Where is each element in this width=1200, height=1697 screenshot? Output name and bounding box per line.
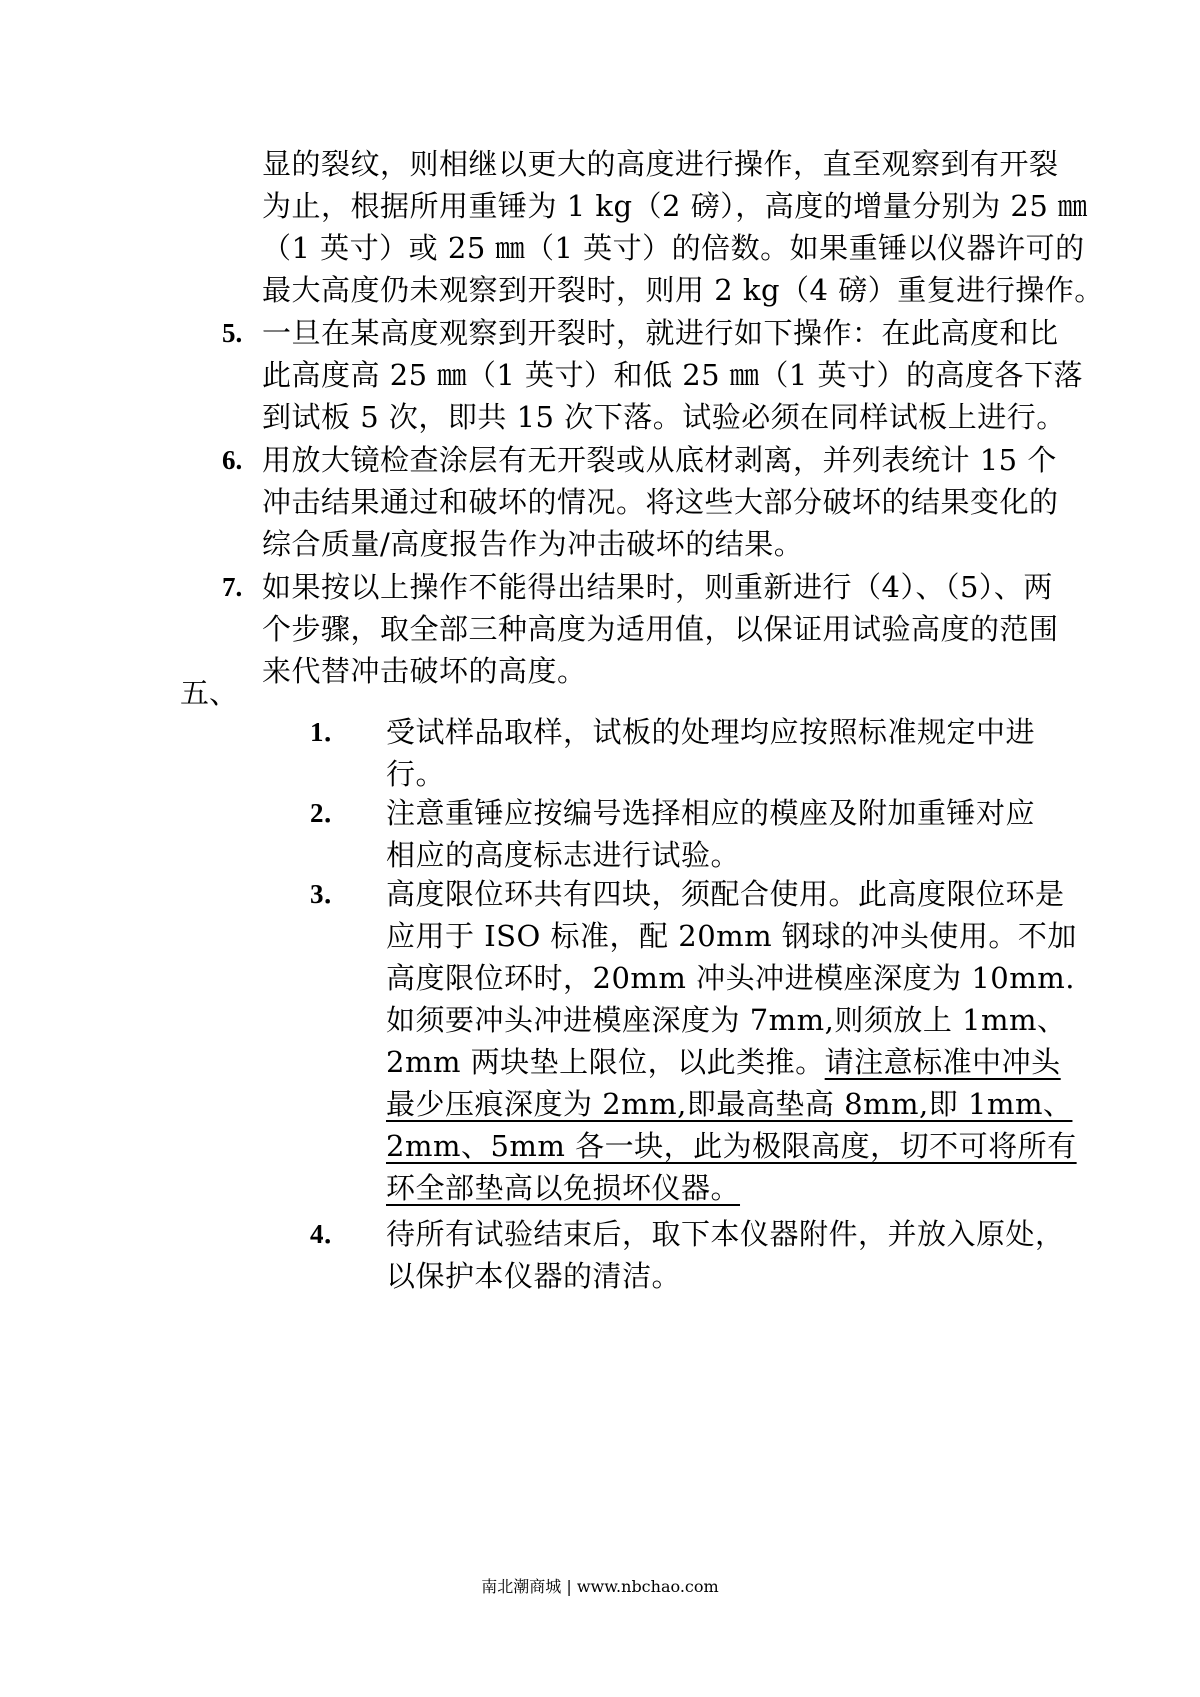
paragraph-line: 最大高度仍未观察到开裂时，则用 2 kg（4 磅）重复进行操作。 [262,273,1104,307]
note-line: 如须要冲头冲进模座深度为 7mm,则须放上 1mm、 [386,1003,1067,1037]
step-line: 到试板 5 次，即共 15 次下落。试验必须在同样试板上进行。 [262,400,1066,434]
note-number: 4． [310,1219,351,1249]
note-line: 应用于 ISO 标准，配 20mm 钢球的冲头使用。不加 [386,919,1077,953]
note-line: 高度限位环共有四块，须配合使用。此高度限位环是 [386,877,1065,911]
note-text: 2mm 两块垫上限位，以此类推。 [386,1045,825,1079]
note-line: 相应的高度标志进行试验。 [386,838,741,872]
underlined-warning: 环全部垫高以免损坏仪器。 [386,1171,741,1205]
step-line: 此高度高 25 ㎜（1 英寸）和低 25 ㎜（1 英寸）的高度各下落 [262,358,1084,392]
paragraph-line: 显的裂纹，则相继以更大的高度进行操作，直至观察到有开裂 [262,147,1059,181]
note-line: 以保护本仪器的清洁。 [386,1259,682,1293]
step-number: 5. [222,318,243,348]
note-line: 待所有试验结束后，取下本仪器附件，并放入原处， [386,1217,1065,1251]
paragraph-line: 为止，根据所用重锤为 1 kg（2 磅），高度的增量分别为 25 ㎜ [262,189,1088,223]
note-line: 受试样品取样，试板的处理均应按照标准规定中进 [386,715,1036,749]
note-number: 2． [310,798,351,828]
note-line [386,1041,1061,1083]
note-line: 行。 [386,757,446,791]
paragraph-line: （1 英寸）或 25 ㎜（1 英寸）的倍数。如果重锤以仪器许可的 [262,231,1085,265]
underlined-warning: 请注意标准中冲头 [824,1045,1061,1079]
note-number: 3． [310,879,351,909]
step-line: 用放大镜检查涂层有无开裂或从底材剥离，并列表统计 15 个 [262,443,1057,477]
note-line: 高度限位环时，20mm 冲头冲进模座深度为 10mm. [386,961,1075,995]
step-line: 来代替冲击破坏的高度。 [262,654,587,688]
section-heading: 五、 [180,676,239,710]
step-line: 一旦在某高度观察到开裂时，就进行如下操作：在此高度和比 [262,316,1059,350]
underlined-warning: 2mm、5mm 各一块，此为极限高度，切不可将所有 [386,1129,1077,1163]
step-number: 6. [222,445,243,475]
note-line: 注意重锤应按编号选择相应的模座及附加重锤对应 [386,796,1036,830]
page-footer: 南北潮商城 | www.nbchao.com [481,1577,719,1596]
step-line: 如果按以上操作不能得出结果时，则重新进行（4）、（5）、两 [262,570,1053,604]
step-line: 综合质量/高度报告作为冲击破坏的结果。 [262,527,804,561]
step-number: 7. [222,572,243,602]
underlined-warning: 最少压痕深度为 2mm,即最高垫高 8mm,即 1mm、 [386,1087,1073,1121]
step-line: 冲击结果通过和破坏的情况。将这些大部分破坏的结果变化的 [262,485,1059,519]
step-line: 个步骤，取全部三种高度为适用值，以保证用试验高度的范围 [262,612,1059,646]
note-number: 1． [310,717,351,747]
